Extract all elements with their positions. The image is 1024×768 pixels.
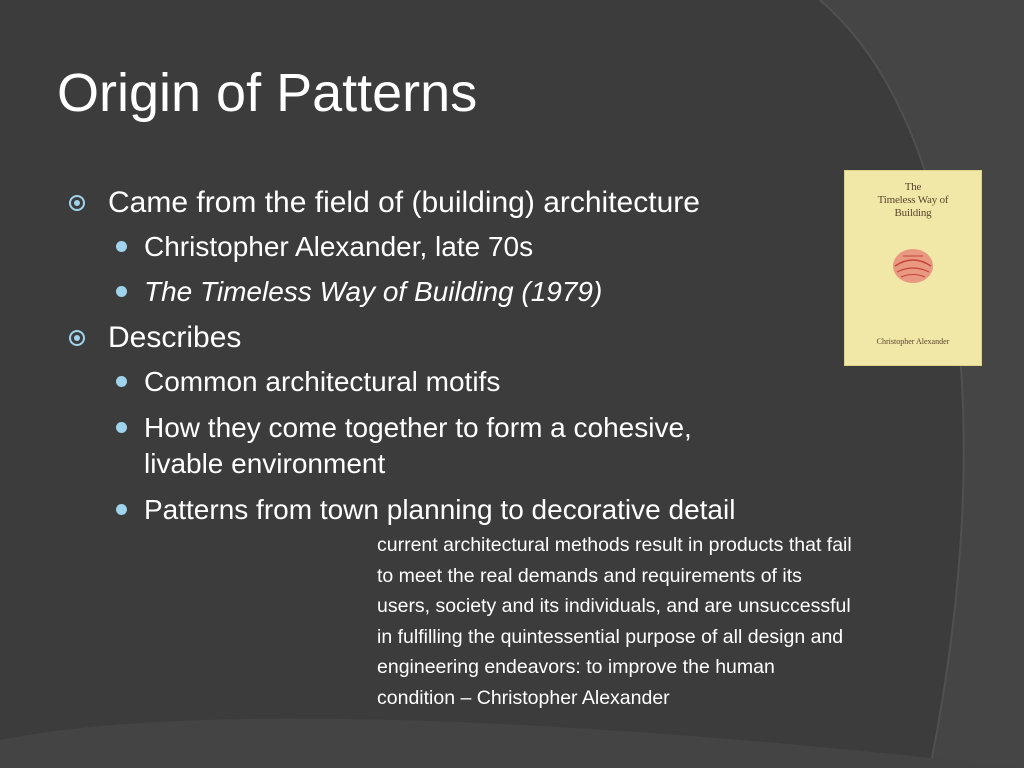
book-cover-title (845, 181, 981, 220)
dot-bullet-icon (116, 504, 127, 515)
circle-dot-bullet-icon (68, 329, 86, 347)
book-cover-title-line: Timeless Way of (877, 194, 949, 206)
sub-bullet-patterns (144, 492, 735, 528)
sub-bullet-patterns-text: Patterns from town planning to decorative detail (144, 494, 736, 525)
book-cover-title-line: The (904, 181, 922, 193)
dot-bullet-icon (116, 241, 127, 252)
quote-line: to meet the real demands and requirements of its (377, 564, 802, 587)
bullet-origin-text: Came from the field of (building) architecture (108, 186, 700, 219)
sub-bullet-book (144, 274, 602, 310)
book-cover-title-line: Building (894, 207, 932, 219)
book-cover-image (844, 170, 982, 366)
sub-bullet-together-text-line2: livable environment (144, 448, 386, 479)
sub-bullet-together-text: How they come together to form a cohesive, (144, 412, 692, 443)
sub-bullet-motifs (144, 364, 500, 400)
slide-title: Origin of Patterns (57, 63, 478, 123)
quote-line: condition – Christopher Alexander (377, 686, 670, 709)
sub-bullet-author (144, 229, 533, 265)
dot-bullet-icon (116, 422, 127, 433)
dot-bullet-icon (116, 376, 127, 387)
dot-bullet-icon (116, 286, 127, 297)
bullet-origin (108, 186, 700, 220)
sub-bullet-motifs-text: Common architectural motifs (144, 366, 501, 397)
circle-dot-bullet-icon (68, 194, 86, 212)
sub-bullet-book-text: The Timeless Way of Building (1979) (144, 276, 603, 307)
quote-line: current architectural methods result in products that fail (377, 534, 852, 556)
sub-bullet-together (144, 410, 692, 482)
book-emblem-icon (891, 246, 935, 286)
bullet-describes-text: Describes (108, 321, 242, 354)
book-cover-author: Christopher Alexander (876, 337, 950, 346)
alexander-quote (377, 530, 1007, 713)
quote-line: in fulfilling the quintessential purpose of all design and (377, 625, 844, 648)
quote-line: engineering endeavors: to improve the human (377, 656, 775, 678)
sub-bullet-author-text: Christopher Alexander, late 70s (144, 231, 534, 262)
quote-line: users, society and its individuals, and are unsuccessful (377, 595, 851, 617)
bullet-describes (108, 321, 241, 355)
